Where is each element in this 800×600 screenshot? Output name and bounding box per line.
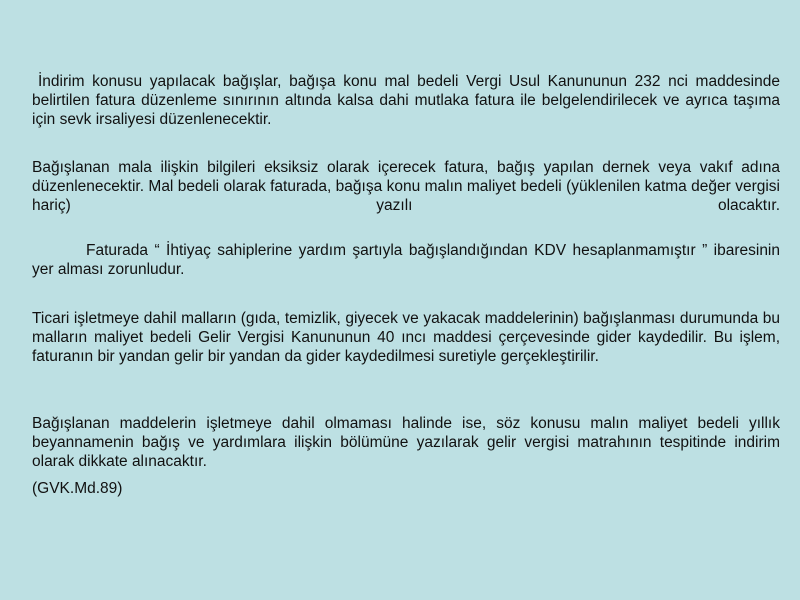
reference-citation: (GVK.Md.89): [32, 480, 123, 497]
paragraph-3: Faturada “ İhtiyaç sahiplerine yardım şartıyla bağışlandığından KDV hesaplanmamıştır ” ibaresinin yer alması zorunludur.: [32, 242, 780, 278]
paragraph-2: Bağışlanan mala ilişkin bilgileri eksiksiz olarak içerecek fatura, bağış yapılan dernek veya vakıf adına düzenlenecektir. Mal bedeli olarak faturada, bağışa konu malın maliyet bedeli (yüklenilen katma değer vergisi hariç) yazılı olacaktır.: [32, 159, 780, 214]
paragraph-1: İndirim konusu yapılacak bağışlar, bağışa konu mal bedeli Vergi Usul Kanununun 232 nci maddesinde belirtilen fatura düzenleme sınırının altında kalsa dahi mutlaka fatura ile belgelendirilecek ve ayrıca taşıma için sevk irsaliyesi düzenlenecektir.: [32, 73, 780, 128]
paragraph-4: Ticari işletmeye dahil malların (gıda, temizlik, giyecek ve yakacak maddelerinin) bağışlanması durumunda bu malların maliyet bedeli Gelir Vergisi Kanununun 40 ıncı maddesi çerçevesinde gider kaydedilir. Bu işlem, faturanın bir yandan gelir bir yandan da gider kaydedilmesi suretiyle gerçekleştirilir.: [32, 310, 780, 365]
paragraph-5: Bağışlanan maddelerin işletmeye dahil olmaması halinde ise, söz konusu malın maliyet bedeli yıllık beyannamenin bağış ve yardımlara ilişkin bölümüne yazılarak gelir vergisi matrahının tespitinde indirim olarak dikkate alınacaktır.: [32, 415, 780, 470]
